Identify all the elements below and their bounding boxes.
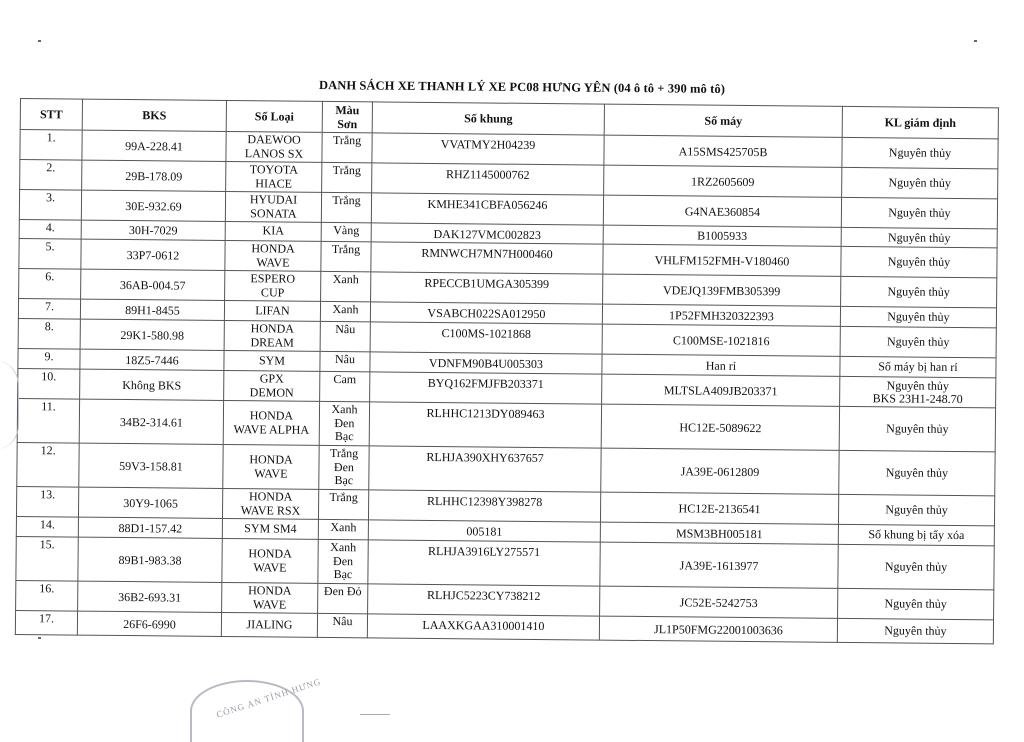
cell-so-loai: [222, 582, 318, 613]
cell-so-may: G4NAE360854: [603, 195, 841, 227]
cell-kl-giam-dinh-line: Nguyên thủy: [886, 421, 949, 436]
cell-so-loai: [225, 221, 321, 241]
cell-so-khung: RHZ1145000762: [372, 163, 604, 195]
cell-so-loai-line: KIA: [262, 223, 284, 238]
cell-bks: 34B2-314.61: [79, 399, 223, 444]
official-seal-text: CÔNG AN TỈNH HƯNG: [215, 676, 323, 720]
cell-so-loai: [224, 370, 320, 401]
cell-kl-giam-dinh-line: Nguyên thủy: [885, 502, 948, 517]
cell-so-loai-line: SYM: [258, 353, 286, 368]
cell-so-loai: [225, 270, 321, 301]
header-bks: BKS: [82, 99, 226, 131]
cell-stt: 14.: [16, 516, 78, 537]
cell-so-loai-line: HONDA: [248, 583, 292, 598]
cell-kl-giam-dinh-line: Nguyên thủy: [886, 377, 950, 393]
cell-kl-giam-dinh: [842, 167, 998, 198]
cell-so-loai-line: SONATA: [250, 205, 297, 221]
cell-kl-giam-dinh: [838, 524, 994, 545]
header-stt: STT: [20, 99, 82, 131]
cell-stt: 4.: [19, 219, 81, 239]
scan-mark: [360, 714, 390, 715]
cell-stt: 1.: [20, 130, 82, 161]
cell-so-loai: [224, 320, 320, 351]
vehicle-liquidation-table: [15, 98, 999, 644]
cell-stt: 13.: [16, 486, 78, 517]
cell-so-may: MLTSLA409JB203371: [602, 374, 840, 406]
cell-so-loai-line: GPX: [259, 371, 284, 386]
cell-kl-giam-dinh-line: Nguyên thủy: [884, 596, 947, 611]
header-mau-son: [322, 101, 372, 132]
cell-kl-giam-dinh: [837, 618, 993, 643]
cell-so-khung: RLHHC1213DY089463: [369, 402, 601, 448]
cell-so-khung: RPECCB1UMGA305399: [371, 272, 603, 304]
cell-so-khung: LAAXKGAA310001410: [367, 614, 599, 640]
cell-so-khung: VSABCH022SA012950: [370, 302, 602, 324]
cell-bks: 33P7-0612: [81, 239, 225, 270]
cell-kl-giam-dinh: [842, 137, 998, 168]
cell-mau-son: [317, 613, 367, 637]
cell-so-loai-line: HYUDAI: [249, 192, 298, 207]
cell-mau-son-line: Trắng: [329, 445, 359, 461]
cell-kl-giam-dinh: [838, 588, 994, 619]
cell-bks: 30H-7029: [81, 220, 225, 240]
cell-mau-son: [320, 351, 370, 371]
cell-mau-son: [318, 489, 368, 519]
cell-stt: 3.: [19, 190, 81, 221]
header-so-may: Số máy: [604, 104, 842, 137]
cell-stt: 12.: [17, 442, 79, 487]
cell-so-khung: BYQ162FMJFB203371: [370, 372, 602, 404]
cell-so-loai-line: HONDA: [250, 321, 295, 336]
cell-bks: 29B-178.09: [82, 160, 226, 191]
cell-mau-son-line: Đen: [333, 459, 355, 474]
cell-kl-giam-dinh: [841, 197, 997, 228]
cell-bks: 30Y9-1065: [78, 487, 222, 518]
cell-stt: 7.: [18, 298, 80, 319]
cell-bks: 30E-932.69: [81, 190, 225, 221]
cell-so-may: JA39E-1613977: [600, 542, 838, 588]
cell-so-loai: [224, 350, 320, 371]
cell-so-loai-line: HONDA: [248, 546, 292, 561]
cell-mau-son-line: Đen: [333, 553, 354, 568]
cell-mau-son-line: Bạc: [333, 567, 353, 582]
cell-mau-son: [319, 445, 369, 489]
cell-so-khung: VDNFM90B4U005303: [370, 352, 602, 374]
cell-so-loai-line: WAVE: [253, 559, 287, 575]
cell-bks: 29K1-580.98: [80, 319, 224, 350]
cell-mau-son: [322, 132, 372, 162]
cell-stt: 17.: [15, 610, 77, 635]
cell-stt: 11.: [17, 398, 79, 443]
cell-so-khung: RLHJA3916LY275571: [368, 540, 600, 586]
cell-so-loai: [226, 131, 322, 162]
cell-kl-giam-dinh-line: Nguyên thủy: [884, 623, 947, 638]
cell-mau-son-line: Bạc: [334, 473, 354, 488]
cell-so-loai-line: CUP: [260, 284, 285, 300]
cell-so-loai-line: JIALING: [246, 616, 293, 632]
cell-mau-son-line: Bạc: [334, 429, 354, 444]
cell-kl-giam-dinh: [840, 306, 996, 327]
cell-so-khung: VVATMY2H04239: [372, 133, 604, 165]
header-son-line: Sơn: [337, 117, 358, 132]
cell-so-may: MSM3BH005181: [600, 522, 838, 544]
cell-so-may: Han rỉ: [602, 354, 840, 376]
cell-so-loai-line: WAVE: [254, 465, 288, 481]
cell-so-may: JC52E-5242753: [600, 586, 838, 618]
cell-so-khung: C100MS-1021868: [370, 322, 602, 354]
cell-kl-giam-dinh: [838, 494, 994, 525]
cell-stt: 9.: [18, 348, 80, 369]
cell-bks: 59V3-158.81: [79, 443, 223, 488]
cell-mau-son: [319, 401, 369, 445]
cell-mau-son: [320, 321, 370, 351]
cell-kl-giam-dinh-line: Nguyên thủy: [888, 145, 952, 160]
cell-so-may: HC12E-2136541: [600, 492, 838, 524]
cell-so-loai-line: TOYOTA: [249, 162, 298, 177]
cell-so-may: HC12E-5089622: [601, 404, 839, 450]
cell-kl-giam-dinh: [839, 450, 995, 495]
cell-so-loai-line: LIFAN: [255, 303, 290, 318]
cell-mau-son-line: Trắng: [332, 133, 362, 148]
cell-kl-giam-dinh-line: BKS 23H1-248.70: [872, 390, 963, 406]
cell-mau-son-line: Xanh: [330, 539, 357, 555]
cell-so-khung: DAK127VMC002823: [371, 223, 603, 244]
cell-so-loai: [225, 240, 321, 271]
cell-stt: 5.: [19, 238, 81, 269]
cell-mau-son-line: Trắng: [331, 242, 361, 257]
vehicle-table-container: [15, 98, 998, 644]
cell-so-loai-line: WAVE: [256, 254, 290, 270]
cell-mau-son: [321, 222, 371, 241]
cell-mau-son-line: Nâu: [332, 614, 353, 629]
side-stamp-mark: [0, 360, 19, 450]
cell-mau-son-line: Vàng: [333, 223, 360, 238]
cell-mau-son-line: Đen: [334, 415, 355, 430]
cell-so-loai-line: LANOS SX: [244, 145, 304, 161]
cell-kl-giam-dinh: [840, 356, 996, 377]
cell-kl-giam-dinh: [840, 326, 996, 357]
cell-so-loai-line: DAEWOO: [247, 132, 301, 147]
cell-kl-giam-dinh-line: Nguyên thủy: [887, 254, 951, 269]
cell-so-loai-line: WAVE ALPHA: [233, 421, 310, 437]
cell-mau-son-line: Đen Đỏ: [323, 583, 362, 599]
cell-so-loai-line: ESPERO: [250, 271, 296, 286]
header-kl-giam-dinh: KL giám định: [842, 106, 998, 138]
scan-speck: [38, 637, 41, 639]
cell-mau-son-line: Xanh: [332, 272, 359, 287]
cell-kl-giam-dinh-line: Nguyên thủy: [888, 205, 951, 220]
cell-so-loai-line: DREAM: [250, 334, 294, 350]
cell-stt: 8.: [18, 318, 80, 349]
document-title: DANH SÁCH XE THANH LÝ XE PC08 HƯNG YÊN (04 ô tô + 390 mô tô): [318, 78, 726, 96]
scan-speck: [38, 40, 41, 42]
cell-bks: 89B1-983.38: [78, 537, 222, 582]
cell-stt: 10.: [18, 368, 80, 399]
cell-so-may: A15SMS425705B: [604, 135, 842, 167]
cell-kl-giam-dinh: [838, 544, 994, 589]
cell-stt: 6.: [19, 268, 81, 299]
cell-mau-son: [318, 539, 368, 583]
cell-so-may: VHLFM152FMH-V180460: [603, 244, 841, 276]
cell-bks: Không BKS: [80, 369, 224, 400]
cell-kl-giam-dinh-line: Nguyên thủy: [888, 175, 951, 190]
cell-bks: 36AB-004.57: [81, 269, 225, 300]
cell-so-may: C100MSE-1021816: [602, 324, 840, 356]
cell-kl-giam-dinh-line: Nguyên thủy: [885, 465, 949, 480]
header-so-khung: Số khung: [372, 102, 604, 135]
cell-so-loai: [222, 518, 318, 539]
cell-so-loai-line: HIACE: [255, 175, 293, 191]
cell-so-khung: RLHJC5223CY738212: [368, 584, 600, 616]
cell-mau-son-line: Xanh: [332, 302, 359, 317]
cell-mau-son: [321, 192, 371, 222]
cell-so-may: VDEJQ139FMB305399: [603, 274, 841, 306]
cell-so-khung: RLHJA390XHY637657: [369, 446, 601, 492]
cell-so-loai-line: HONDA: [249, 408, 294, 423]
cell-mau-son-line: Trắng: [332, 163, 361, 178]
cell-bks: 18Z5-7446: [80, 349, 224, 370]
cell-kl-giam-dinh: [841, 276, 997, 307]
cell-so-loai: [225, 191, 321, 222]
cell-mau-son: [321, 271, 371, 301]
cell-mau-son-line: Xanh: [331, 402, 358, 417]
cell-so-loai-line: WAVE RSX: [240, 502, 301, 518]
cell-stt: 15.: [16, 536, 78, 581]
cell-mau-son: [318, 519, 368, 539]
cell-so-loai: [222, 488, 318, 519]
cell-so-may: B1005933: [603, 225, 841, 246]
cell-mau-son-line: Trắng: [332, 193, 361, 208]
cell-kl-giam-dinh-line: Nguyên thủy: [884, 559, 948, 574]
cell-so-may: JA39E-0612809: [601, 448, 839, 494]
cell-bks: 99A-228.41: [82, 130, 226, 161]
cell-so-loai: [226, 161, 322, 192]
cell-so-loai-line: SYM SM4: [244, 520, 297, 536]
cell-kl-giam-dinh-line: Số khung bị tẩy xóa: [868, 527, 965, 543]
cell-kl-giam-dinh-line: Nguyên thủy: [887, 229, 951, 245]
cell-so-loai-line: DEMON: [249, 384, 294, 400]
cell-so-loai-line: HONDA: [251, 241, 295, 256]
cell-so-loai: [223, 400, 319, 445]
cell-kl-giam-dinh: [841, 246, 997, 277]
cell-so-loai: [222, 538, 318, 583]
table-body: [15, 130, 998, 644]
cell-mau-son: [320, 371, 370, 401]
cell-so-loai: [223, 444, 319, 489]
cell-mau-son: [322, 162, 372, 192]
cell-so-may: 1P52FMH320322393: [602, 304, 840, 326]
cell-kl-giam-dinh-line: Nguyên thủy: [887, 309, 950, 324]
cell-so-khung: RMNWCH7MN7H000460: [371, 242, 603, 274]
cell-bks: 89H1-8455: [80, 299, 224, 320]
cell-so-khung: 005181: [368, 520, 600, 542]
cell-so-khung: KMHE341CBFA056246: [371, 193, 603, 225]
cell-bks: 26F6-6990: [77, 611, 221, 636]
cell-so-loai: [221, 612, 317, 637]
cell-so-may: 1RZ2605609: [604, 165, 842, 197]
cell-so-loai-line: HONDA: [248, 489, 293, 504]
header-so-loai: Số Loại: [226, 100, 322, 132]
cell-so-may: JL1P50FMG22001003636: [599, 616, 837, 642]
cell-kl-giam-dinh: [840, 376, 996, 407]
cell-mau-son-line: Xanh: [330, 519, 357, 535]
cell-mau-son-line: Nâu: [335, 322, 356, 337]
header-mau-line: Màu: [335, 103, 360, 118]
cell-mau-son: [321, 241, 371, 271]
cell-kl-giam-dinh-line: Nguyên thủy: [887, 284, 950, 299]
cell-kl-giam-dinh: [841, 227, 997, 247]
cell-mau-son-line: Cam: [333, 372, 357, 387]
cell-so-khung: RLHHC12398Y398278: [368, 490, 600, 522]
cell-kl-giam-dinh-line: Nguyên thủy: [886, 334, 950, 349]
cell-mau-son-line: Trắng: [329, 489, 358, 505]
cell-so-loai: [224, 300, 320, 321]
cell-kl-giam-dinh-line: Số máy bị han rỉ: [878, 359, 958, 375]
cell-so-loai-line: HONDA: [249, 452, 293, 467]
cell-mau-son: [320, 301, 370, 321]
cell-bks: 88D1-157.42: [78, 517, 222, 538]
cell-bks: 36B2-693.31: [78, 581, 222, 612]
cell-stt: 2.: [20, 160, 82, 191]
cell-stt: 16.: [16, 580, 78, 611]
cell-mau-son: [318, 583, 368, 613]
cell-so-loai-line: WAVE: [253, 596, 287, 612]
scan-speck: [974, 40, 977, 42]
cell-mau-son-line: Nâu: [334, 352, 356, 367]
cell-kl-giam-dinh: [839, 406, 995, 451]
